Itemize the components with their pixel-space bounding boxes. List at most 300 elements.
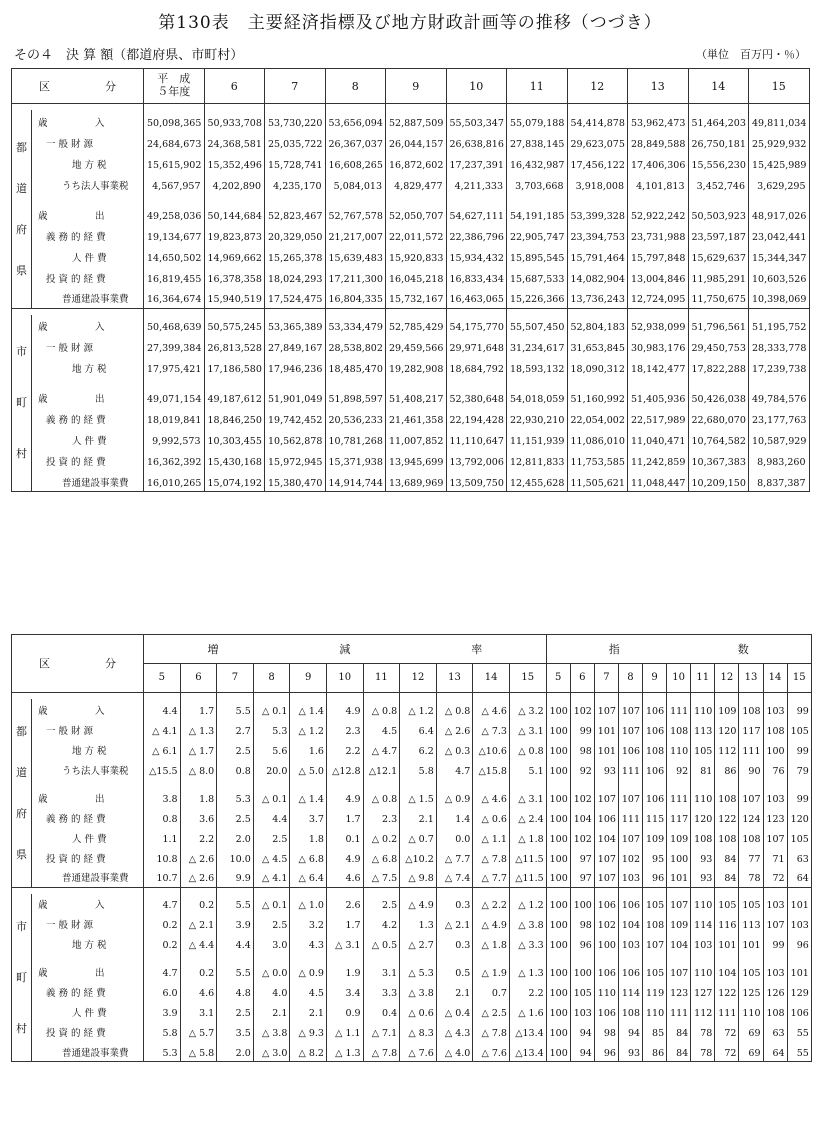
table-row	[12, 224, 810, 245]
index-value: 100	[546, 894, 570, 914]
index-value: 96	[787, 934, 811, 954]
index-value: 69	[739, 1042, 763, 1062]
rate-value: 2.0	[217, 827, 254, 847]
cell-value: 11,007,852	[386, 429, 447, 450]
index-value: 100	[546, 914, 570, 934]
cell-value: 18,846,250	[204, 408, 265, 429]
index-value: 94	[570, 1042, 594, 1062]
rate-value: △ 1.0	[290, 894, 327, 914]
index-value: 69	[739, 1022, 763, 1042]
cell-value: 3,703,668	[507, 173, 568, 194]
rate-value: △ 7.7	[473, 867, 510, 887]
cell-value: 17,239,738	[749, 357, 810, 378]
cell-value: 51,195,752	[749, 315, 810, 336]
index-value: 101	[739, 934, 763, 954]
rate-value: 0.2	[144, 914, 181, 934]
cell-value: 49,071,154	[144, 378, 205, 408]
rate-value: 4.5	[290, 982, 327, 1002]
rate-value: 5.6	[253, 739, 290, 759]
table-row	[12, 827, 812, 847]
index-value: 110	[594, 982, 618, 1002]
index-value: 105	[570, 982, 594, 1002]
rate-value: △ 6.1	[144, 739, 181, 759]
index-value: 96	[643, 867, 667, 887]
rate-value: 4.0	[253, 982, 290, 1002]
index-value: 101	[667, 867, 691, 887]
cell-value: 30,983,176	[628, 336, 689, 357]
cell-value: 16,804,335	[325, 287, 386, 308]
index-value: 111	[667, 779, 691, 807]
cell-value: 12,724,095	[628, 287, 689, 308]
rate-year-header: 14	[473, 664, 510, 693]
column-header-year: 8	[325, 69, 386, 104]
rate-value: 2.5	[217, 807, 254, 827]
rate-value: △ 2.7	[400, 934, 437, 954]
table-row	[12, 739, 812, 759]
rate-value: 2.1	[400, 807, 437, 827]
cell-value: 22,680,070	[688, 408, 749, 429]
rate-value: △ 2.2	[473, 894, 510, 914]
rate-value: △ 2.6	[180, 847, 217, 867]
cell-value: 11,048,447	[628, 471, 689, 492]
row-label: 普通建設事業費	[32, 867, 144, 887]
cell-value: 16,378,358	[204, 266, 265, 287]
rate-value: △ 1.1	[326, 1022, 363, 1042]
rate-value: △ 0.9	[290, 954, 327, 982]
index-value: 107	[618, 719, 642, 739]
table-row	[12, 1022, 812, 1042]
index-value: 116	[715, 914, 739, 934]
index-value: 76	[763, 759, 787, 779]
cell-value: 22,905,747	[507, 224, 568, 245]
table-row	[12, 266, 810, 287]
table-row	[12, 131, 810, 152]
cell-value: 4,567,957	[144, 173, 205, 194]
row-label: うち法人事業税	[62, 180, 129, 192]
index-value: 64	[787, 867, 811, 887]
cell-value: 22,386,796	[446, 224, 507, 245]
rate-value: △ 0.9	[436, 779, 473, 807]
cell-value: 17,946,236	[265, 357, 326, 378]
rate-value: 2.2	[326, 739, 363, 759]
index-value: 111	[739, 739, 763, 759]
index-value: 102	[570, 779, 594, 807]
cell-value: 10,764,582	[688, 429, 749, 450]
index-value: 122	[715, 982, 739, 1002]
cell-value: 25,035,722	[265, 131, 326, 152]
cell-value: 18,485,470	[325, 357, 386, 378]
index-value: 55	[787, 1022, 811, 1042]
index-year-header: 14	[763, 664, 787, 693]
index-value: 106	[618, 739, 642, 759]
index-value: 100	[546, 807, 570, 827]
row-label: 歳 出	[38, 793, 105, 805]
index-year-header: 8	[618, 664, 642, 693]
index-value: 101	[787, 954, 811, 982]
index-value: 92	[570, 759, 594, 779]
rate-header	[144, 635, 547, 664]
index-value: 108	[667, 719, 691, 739]
row-label: 義 務 的 経 費	[46, 813, 106, 825]
index-value: 100	[546, 954, 570, 982]
index-value: 94	[618, 1022, 642, 1042]
cell-value: 31,653,845	[567, 336, 628, 357]
rate-value: △ 1.3	[509, 954, 546, 982]
rate-value: 2.5	[217, 1002, 254, 1022]
index-value: 99	[787, 739, 811, 759]
cell-value: 53,365,389	[265, 315, 326, 336]
rate-year-header: 10	[326, 664, 363, 693]
index-value: 111	[618, 759, 642, 779]
rate-value: △ 3.8	[253, 1022, 290, 1042]
rate-value: 0.5	[436, 954, 473, 982]
row-label: 歳 入	[38, 705, 105, 717]
cell-value: 24,684,673	[144, 131, 205, 152]
rate-value: △11.5	[509, 867, 546, 887]
index-value: 98	[570, 914, 594, 934]
index-value: 100	[546, 759, 570, 779]
rate-value: 9.9	[217, 867, 254, 887]
row-label: 地 方 税	[72, 940, 107, 951]
index-value: 105	[643, 954, 667, 982]
cell-value: 15,615,902	[144, 152, 205, 173]
rate-value: 1.8	[290, 827, 327, 847]
rate-value: 0.1	[326, 827, 363, 847]
index-value: 100	[570, 954, 594, 982]
table-row	[12, 807, 812, 827]
index-value: 104	[570, 807, 594, 827]
rate-value: △12.8	[326, 759, 363, 779]
index-value: 110	[691, 894, 715, 914]
index-value: 97	[570, 847, 594, 867]
cell-value: 15,265,378	[265, 245, 326, 266]
cell-value: 52,050,707	[386, 194, 447, 224]
rate-value: 4.6	[326, 867, 363, 887]
rate-value: △ 2.1	[180, 914, 217, 934]
index-value: 109	[667, 827, 691, 847]
cell-value: 50,098,365	[144, 110, 205, 131]
rate-value: 3.2	[290, 914, 327, 934]
cell-value: 51,898,597	[325, 378, 386, 408]
cell-value: 53,730,220	[265, 110, 326, 131]
rate-value: △ 2.1	[436, 914, 473, 934]
index-value: 110	[691, 954, 715, 982]
index-value: 100	[667, 847, 691, 867]
group-label: 都 道 府 県	[12, 699, 32, 887]
index-value: 99	[787, 699, 811, 719]
rate-value: △ 2.6	[180, 867, 217, 887]
cell-value: 28,538,802	[325, 336, 386, 357]
cell-value: 48,917,026	[749, 194, 810, 224]
index-value: 107	[618, 699, 642, 719]
cell-value: 5,084,013	[325, 173, 386, 194]
index-value: 103	[763, 954, 787, 982]
cell-value: 52,922,242	[628, 194, 689, 224]
index-value: 126	[763, 982, 787, 1002]
index-value: 113	[691, 719, 715, 739]
rate-value: 3.1	[180, 1002, 217, 1022]
rate-value: △ 2.4	[509, 807, 546, 827]
index-value: 108	[618, 1002, 642, 1022]
index-value: 97	[570, 867, 594, 887]
cell-value: 21,461,358	[386, 408, 447, 429]
rate-year-header: 8	[253, 664, 290, 693]
cell-value: 16,045,218	[386, 266, 447, 287]
rate-value: △ 0.2	[363, 827, 400, 847]
rate-value: △ 6.8	[290, 847, 327, 867]
column-header-year: 12	[567, 69, 628, 104]
cell-value: 27,838,145	[507, 131, 568, 152]
rate-value: 2.7	[217, 719, 254, 739]
rate-value: 4.9	[326, 779, 363, 807]
rate-year-header: 6	[180, 664, 217, 693]
cell-value: 15,732,167	[386, 287, 447, 308]
rate-value: 5.5	[217, 894, 254, 914]
cell-value: 17,237,391	[446, 152, 507, 173]
index-value: 102	[570, 827, 594, 847]
rate-value: △ 2.5	[473, 1002, 510, 1022]
cell-value: 26,638,816	[446, 131, 507, 152]
cell-value: 10,781,268	[325, 429, 386, 450]
cell-value: 22,011,572	[386, 224, 447, 245]
settlement-amount-table	[11, 68, 810, 492]
rate-value: 1.7	[180, 699, 217, 719]
index-value: 106	[594, 807, 618, 827]
rate-value: △ 7.8	[473, 847, 510, 867]
row-label: 投 資 的 経 費	[46, 273, 106, 285]
row-label: 投 資 的 経 費	[46, 457, 106, 468]
cell-value: 54,627,111	[446, 194, 507, 224]
index-value: 110	[691, 699, 715, 719]
index-value: 120	[691, 807, 715, 827]
row-label: 歳 出	[38, 968, 105, 979]
index-value: 98	[570, 739, 594, 759]
index-value: 85	[643, 1022, 667, 1042]
rate-value: △ 4.9	[473, 914, 510, 934]
cell-value: 19,742,452	[265, 408, 326, 429]
cell-value: 20,536,233	[325, 408, 386, 429]
rate-value: △ 1.8	[509, 827, 546, 847]
index-year-header: 5	[546, 664, 570, 693]
rate-value: △11.5	[509, 847, 546, 867]
cell-value: 17,975,421	[144, 357, 205, 378]
rate-value: 2.0	[217, 1042, 254, 1062]
rate-value: 10.7	[144, 867, 181, 887]
index-value: 125	[739, 982, 763, 1002]
rate-value: 3.6	[180, 807, 217, 827]
index-header-char: 数	[737, 642, 749, 656]
cell-value: 53,399,328	[567, 194, 628, 224]
cell-value: 13,509,750	[446, 471, 507, 492]
unit-label: （単位 百万円・％）	[696, 48, 806, 61]
row-label: 一 般 財 源	[46, 138, 94, 150]
index-value: 93	[618, 1042, 642, 1062]
index-value: 100	[546, 1002, 570, 1022]
row-label: 地 方 税	[72, 745, 107, 757]
table-row	[12, 194, 810, 224]
index-value: 86	[643, 1042, 667, 1062]
rate-value: 3.0	[253, 934, 290, 954]
rate-value: 6.2	[400, 739, 437, 759]
index-value: 63	[787, 847, 811, 867]
rate-value: 1.3	[400, 914, 437, 934]
cell-value: 52,804,183	[567, 315, 628, 336]
index-value: 81	[691, 759, 715, 779]
rate-value: △ 3.1	[509, 779, 546, 807]
cell-value: 51,408,217	[386, 378, 447, 408]
cell-value: 15,425,989	[749, 152, 810, 173]
rate-value: △ 0.1	[253, 779, 290, 807]
rate-value: △ 1.6	[509, 1002, 546, 1022]
index-value: 107	[618, 827, 642, 847]
cell-value: 54,414,878	[567, 110, 628, 131]
index-value: 105	[643, 894, 667, 914]
index-year-header: 15	[787, 664, 811, 693]
rate-value: 3.9	[144, 1002, 181, 1022]
cell-value: 10,562,878	[265, 429, 326, 450]
index-value: 109	[715, 699, 739, 719]
rate-value: 4.3	[290, 934, 327, 954]
index-value: 102	[570, 699, 594, 719]
cell-value: 15,797,848	[628, 245, 689, 266]
index-value: 99	[570, 719, 594, 739]
rate-value: △ 7.5	[363, 867, 400, 887]
row-label: 人 件 費	[72, 833, 107, 845]
cell-value: 28,849,588	[628, 131, 689, 152]
rate-value: △ 1.3	[326, 1042, 363, 1062]
index-value: 103	[618, 867, 642, 887]
index-value: 108	[763, 1002, 787, 1022]
index-value: 63	[763, 1022, 787, 1042]
rate-value: △ 1.7	[180, 739, 217, 759]
index-value: 72	[715, 1042, 739, 1062]
cell-value: 50,468,639	[144, 315, 205, 336]
cell-value: 23,394,753	[567, 224, 628, 245]
index-value: 101	[594, 719, 618, 739]
cell-value: 55,507,450	[507, 315, 568, 336]
rate-value: 1.1	[144, 827, 181, 847]
rate-value: △ 7.7	[436, 847, 473, 867]
rate-value: 5.3	[144, 1042, 181, 1062]
index-value: 104	[667, 934, 691, 954]
index-value: 90	[739, 759, 763, 779]
cell-value: 19,134,677	[144, 224, 205, 245]
rate-value: 4.4	[144, 699, 181, 719]
rate-value: 4.6	[180, 982, 217, 1002]
rate-value: △ 9.3	[290, 1022, 327, 1042]
index-value: 107	[763, 914, 787, 934]
table-row	[12, 471, 810, 492]
cell-value: 16,819,455	[144, 266, 205, 287]
cell-value: 21,217,007	[325, 224, 386, 245]
row-label: 投 資 的 経 費	[46, 853, 106, 865]
cell-value: 11,985,291	[688, 266, 749, 287]
rate-value: △ 1.8	[473, 934, 510, 954]
cell-value: 16,364,674	[144, 287, 205, 308]
rate-value: 0.2	[180, 954, 217, 982]
rate-value: △ 7.3	[473, 719, 510, 739]
cell-value: 49,187,612	[204, 378, 265, 408]
rate-value: 2.1	[290, 1002, 327, 1022]
index-value: 99	[787, 779, 811, 807]
index-header-char: 指	[608, 642, 620, 656]
cell-value: 54,018,059	[507, 378, 568, 408]
cell-value: 16,362,392	[144, 450, 205, 471]
cell-value: 8,837,387	[749, 471, 810, 492]
index-value: 108	[739, 827, 763, 847]
index-value: 96	[594, 1042, 618, 1062]
rate-value: 0.8	[217, 759, 254, 779]
row-label: 歳 入	[38, 322, 105, 333]
row-label: 義 務 的 経 費	[46, 231, 106, 243]
index-value: 102	[618, 847, 642, 867]
table-row	[12, 934, 812, 954]
index-value: 106	[594, 954, 618, 982]
index-year-header: 9	[643, 664, 667, 693]
table-row	[12, 779, 812, 807]
cell-value: 18,142,477	[628, 357, 689, 378]
rate-value: △ 1.4	[290, 699, 327, 719]
rate-value: △ 0.4	[436, 1002, 473, 1022]
index-value: 95	[643, 847, 667, 867]
row-label: 歳 出	[38, 394, 105, 405]
rate-value: 4.9	[326, 847, 363, 867]
table-row	[12, 1042, 812, 1062]
rate-value: △ 7.8	[473, 1022, 510, 1042]
cell-value: 23,042,441	[749, 224, 810, 245]
index-value: 101	[594, 739, 618, 759]
index-value: 105	[715, 894, 739, 914]
index-value: 106	[787, 1002, 811, 1022]
cell-value: 49,811,034	[749, 110, 810, 131]
table-row	[12, 847, 812, 867]
rate-value: △ 1.5	[400, 779, 437, 807]
cell-value: 15,639,483	[325, 245, 386, 266]
rate-value: △ 7.6	[400, 1042, 437, 1062]
index-value: 86	[715, 759, 739, 779]
rate-value: △ 3.2	[509, 699, 546, 719]
rate-value: △ 5.8	[180, 1042, 217, 1062]
rate-value: △ 1.2	[290, 719, 327, 739]
cell-value: 55,079,188	[507, 110, 568, 131]
index-value: 94	[570, 1022, 594, 1042]
row-label: 一 般 財 源	[46, 725, 94, 737]
cell-value: 22,517,989	[628, 408, 689, 429]
cell-value: 10,398,069	[749, 287, 810, 308]
index-value: 100	[546, 699, 570, 719]
cell-value: 26,750,181	[688, 131, 749, 152]
rate-value: 4.7	[436, 759, 473, 779]
cell-value: 24,368,581	[204, 131, 265, 152]
cell-value: 19,823,873	[204, 224, 265, 245]
index-value: 109	[643, 827, 667, 847]
index-value: 100	[594, 934, 618, 954]
cell-value: 52,823,467	[265, 194, 326, 224]
row-label: 人 件 費	[72, 1008, 107, 1019]
index-value: 78	[739, 867, 763, 887]
rate-value: △15.8	[473, 759, 510, 779]
cell-value: 18,684,792	[446, 357, 507, 378]
rate-value: △ 7.4	[436, 867, 473, 887]
rate-value: △ 3.1	[509, 719, 546, 739]
column-header-year: 9	[386, 69, 447, 104]
rate-value: △ 1.3	[180, 719, 217, 739]
cell-value: 49,784,576	[749, 378, 810, 408]
table-row	[12, 867, 812, 887]
cell-value: 4,202,890	[204, 173, 265, 194]
cell-value: 10,587,929	[749, 429, 810, 450]
cell-value: 15,556,230	[688, 152, 749, 173]
